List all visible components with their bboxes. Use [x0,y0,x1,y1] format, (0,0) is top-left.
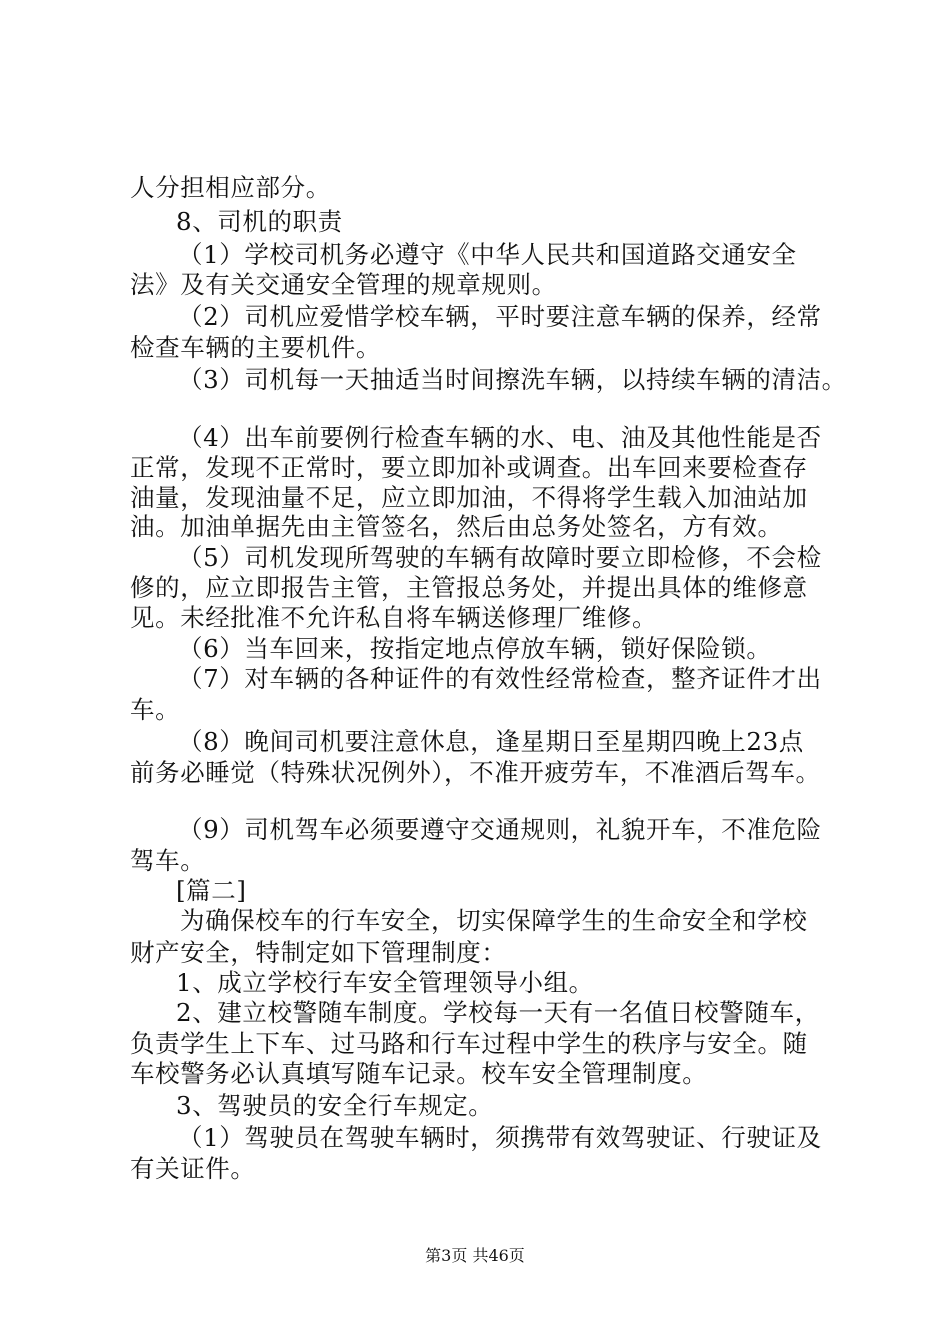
text-line: 油。加油单据先由主管签名，然后由总务处签名，方有效。 [130,512,783,541]
text-line: 2、建立校警随车制度。学校每一天有一名值日校警随车， [176,998,820,1027]
text-line: 修的，应立即报告主管，主管报总务处，并提出具体的维修意 [130,573,808,602]
text-line: （1）学校司机务必遵守《中华人民共和国道路交通安全 [178,240,797,269]
text-line: （4）出车前要例行检查车辆的水、电、油及其他性能是否 [178,423,822,452]
text-line: 检查车辆的主要机件。 [130,333,381,362]
text-line: （3）司机每一天抽适当时间擦洗车辆，以持续车辆的清洁。 [178,365,847,394]
text-line: 3、驾驶员的安全行车规定。 [176,1091,494,1120]
text-line: 前务必睡觉（特殊状况例外），不准开疲劳车，不准酒后驾车。 [130,758,821,787]
section-heading: 8、司机的职责 [176,207,343,236]
text-line: 车。 [130,695,181,724]
text-line: （9）司机驾车必须要遵守交通规则，礼貌开车，不准危险 [178,815,822,844]
text-line: （7）对车辆的各种证件的有效性经常检查，整齐证件才出 [178,664,822,693]
text-line: （5）司机发现所驾驶的车辆有故障时要立即检修，不会检 [178,543,822,572]
text-line: 有关证件。 [130,1154,256,1183]
section-heading: [篇二] [176,876,247,905]
text-line: （8）晚间司机要注意休息，逢星期日至星期四晚上23点 [178,727,804,756]
text-line: 为确保校车的行车安全，切实保障学生的生命安全和学校 [180,906,808,935]
text-line: 1、成立学校行车安全管理领导小组。 [176,968,594,997]
page-footer: 第3页 共46页 [425,1246,525,1265]
text-line: （1）驾驶员在驾驶车辆时，须携带有效驾驶证、行驶证及 [178,1123,822,1152]
text-line: 见。未经批准不允许私自将车辆送修理厂维修。 [130,603,658,632]
text-line: 驾车。 [130,846,206,875]
text-line: 车校警务必认真填写随车记录。校车安全管理制度。 [130,1059,708,1088]
text-line: 法》及有关交通安全管理的规章规则。 [130,270,557,299]
text-line: 负责学生上下车、过马路和行车过程中学生的秩序与安全。随 [130,1029,808,1058]
text-line: 油量，发现油量不足，应立即加油，不得将学生载入加油站加 [130,483,808,512]
text-line: 正常，发现不正常时，要立即加补或调查。出车回来要检查存 [130,453,808,482]
text-line: 人分担相应部分。 [130,173,331,202]
text-line: 财产安全，特制定如下管理制度： [130,938,507,967]
text-line: （6）当车回来，按指定地点停放车辆，锁好保险锁。 [178,634,772,663]
text-line: （2）司机应爱惜学校车辆，平时要注意车辆的保养，经常 [178,302,822,331]
